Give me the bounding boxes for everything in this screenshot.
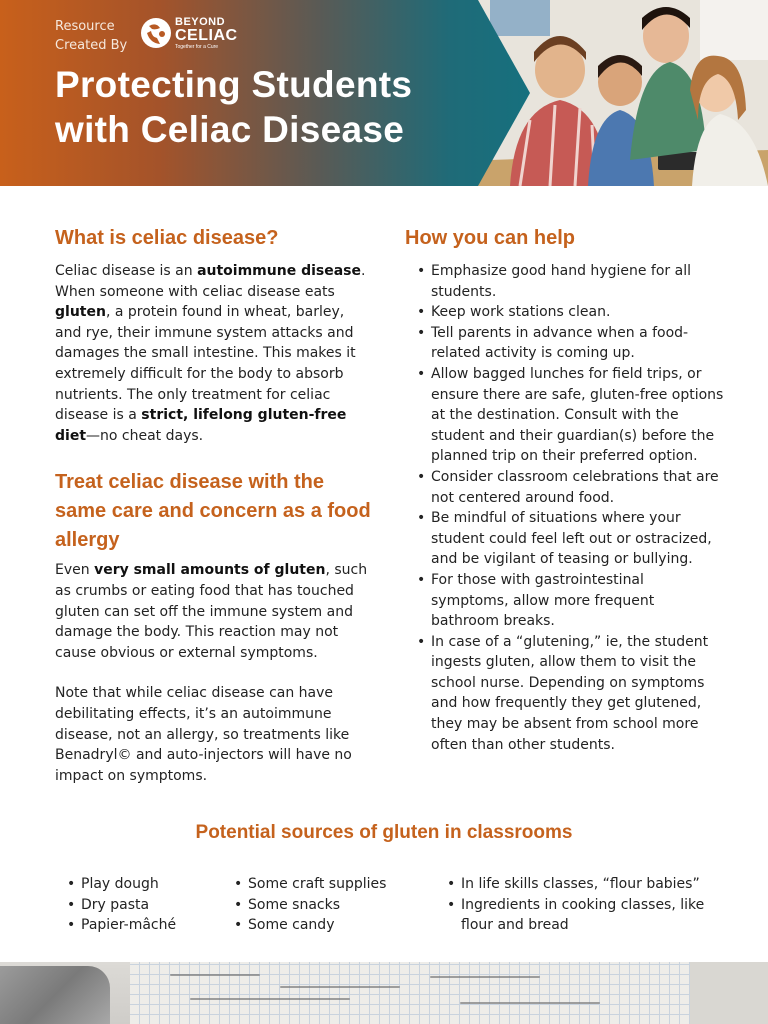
header-banner	[0, 0, 768, 186]
resource-line-2: Created By	[55, 38, 128, 53]
list-item: • Consider classroom celebrations that are not centered around food.	[405, 467, 725, 508]
what-is-paragraph: Celiac disease is an autoimmune disease. When someone with celiac disease eats gluten, a protein found in wheat, barley, and rye, their immune system attacks and damages the small intestine. This makes it extremely difficult for the body to absorb nutrients. The only treatment for celiac disease is a strict, lifelong gluten-free diet—no cheat days.	[55, 263, 366, 444]
list-item: • Emphasize good hand hygiene for all students.	[405, 261, 725, 302]
logo-word-celiac: CELIAC	[175, 26, 238, 44]
list-item: • In case of a “glutening,” ie, the student ingests gluten, allow them to visit the school nurse. Depending on symptoms and how frequently they get glutened, they may be absent from school more often than other students.	[405, 632, 725, 756]
list-item: • Dry pasta	[67, 895, 217, 916]
title-line-1: Protecting Students	[55, 64, 413, 105]
resource-line-1: Resource	[55, 19, 115, 34]
right-column	[405, 226, 725, 755]
treat-paragraph-1: Even very small amounts of gluten, such as crumbs or eating food that has touched gluten can set off the immune system and damage the body. This reaction may not cause obvious or external symptoms.	[55, 562, 368, 661]
list-item: • In life skills classes, “flour babies”	[447, 874, 727, 895]
list-item: • Papier-mâché	[67, 915, 217, 936]
sources-list-2	[234, 874, 424, 936]
what-is-heading: What is celiac disease?	[55, 227, 279, 249]
title-line-2: with Celiac Disease	[55, 109, 405, 150]
list-item: • Allow bagged lunches for field trips, or ensure there are safe, gluten-free options at the destination. Consult with the student and their guardian(s) before the planned trip on their preferred option.	[405, 364, 725, 467]
beyond-celiac-logo-icon	[140, 16, 172, 50]
list-item: • Be mindful of situations where your student could feel left out or ostracized, and be vigilant of teasing or bullying.	[405, 508, 725, 570]
resource-credit	[55, 17, 127, 55]
help-list	[405, 261, 725, 755]
page-title	[55, 62, 412, 152]
logo-tagline: Together for a Cure	[175, 43, 219, 50]
sources-list-3	[447, 874, 727, 936]
sources-heading: Potential sources of gluten in classrooms	[195, 822, 573, 843]
footer-tool-image	[0, 966, 110, 1024]
help-heading: How you can help	[405, 227, 576, 249]
logo-word-beyond: BEYOND	[175, 15, 226, 28]
list-item: • Play dough	[67, 874, 217, 895]
list-item: • Some craft supplies	[234, 874, 424, 895]
list-item: • Ingredients in cooking classes, like flour and bread	[447, 895, 727, 936]
treat-paragraph-2: Note that while celiac disease can have debilitating effects, it’s an autoimmune disease, not an allergy, so treatments like Benadryl© and auto-injectors will have no impact on symptoms.	[55, 685, 352, 784]
list-item: • Tell parents in advance when a food-related activity is coming up.	[405, 323, 725, 364]
list-item: • Keep work stations clean.	[405, 302, 725, 323]
list-item: • For those with gastrointestinal symptoms, allow more frequent bathroom breaks.	[405, 570, 725, 632]
list-item: • Some candy	[234, 915, 424, 936]
footer-graph-paper	[130, 962, 690, 1024]
beyond-celiac-logo	[140, 16, 238, 50]
footer-photo	[0, 962, 768, 1024]
left-column	[55, 226, 375, 786]
sources-section	[0, 820, 768, 846]
treat-heading: Treat celiac disease with the same care and concern as a food allergy	[55, 471, 371, 552]
list-item: • Some snacks	[234, 895, 424, 916]
footer-edge-image	[690, 962, 768, 1024]
sources-list-1	[67, 874, 217, 936]
